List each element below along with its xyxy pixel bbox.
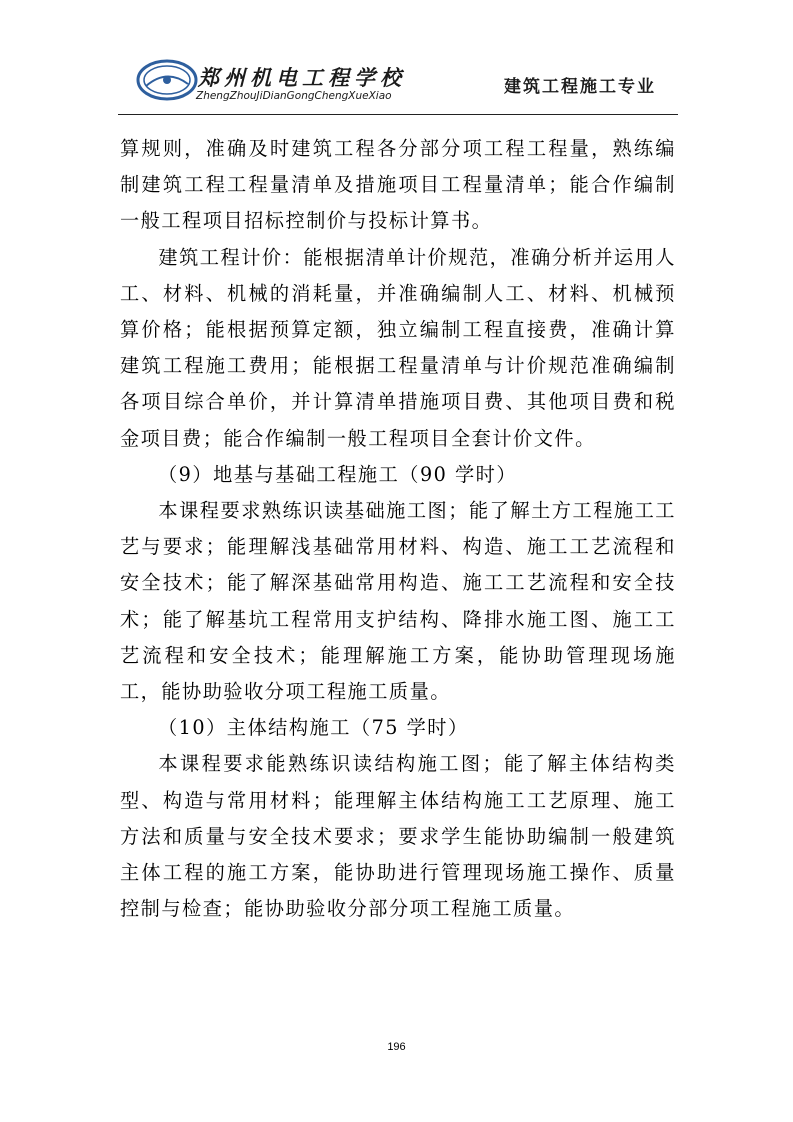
major-title: 建筑工程施工专业	[504, 77, 656, 97]
paragraph-continued: 算规则，准确及时建筑工程各分部分项工程工程量，熟练编制建筑工程工程量清单及措施项目工程量清单；能合作编制一般工程项目招标控制价与投标计算书。	[120, 137, 676, 233]
paragraph-foundation: 本课程要求熟练识读基础施工图；能了解土方工程施工工艺与要求；能理解浅基础常用材料、构造、施工工艺流程和安全技术；能了解深基础常用构造、施工工艺流程和安全技术；能了解基坑工程常用支护结构、降排水施工图、施工工艺流程和安全技术；能理解施工方案，能协助管理现场施工，能协助验收分项工程施工质量。	[120, 499, 676, 704]
header-divider	[118, 114, 678, 115]
page-number: 196	[387, 1041, 406, 1053]
paragraph-structure: 本课程要求能熟练识读结构施工图；能了解主体结构类型、构造与常用材料；能理解主体结构施工工艺原理、施工方法和质量与安全技术要求；要求学生能协助编制一般建筑主体工程的施工方案，能协助进行管理现场施工操作、质量控制与检查；能协助验收分部分项工程施工质量。	[120, 752, 676, 921]
paragraph-pricing: 建筑工程计价：能根据清单计价规范，准确分析并运用人工、材料、机械的消耗量，并准确编制人工、材料、机械预算价格；能根据预算定额，独立编制工程直接费，准确计算建筑工程施工费用；能根据工程量清单与计价规范准确编制各项目综合单价，并计算清单措施项目费、其他项目费和税金项目费；能合作编制一般工程项目全套计价文件。	[120, 245, 676, 450]
section-heading-10: （10）主体结构施工（75 学时）	[158, 716, 469, 740]
school-name-cn: 郑州机电工程学校	[198, 65, 406, 90]
page-header	[118, 48, 678, 118]
school-logo-icon	[136, 58, 198, 102]
school-name-pinyin: ZhengZhouJiDianGongChengXueXiao	[196, 90, 392, 102]
section-heading-9: （9）地基与基础工程施工（90 学时）	[158, 462, 518, 486]
document-body	[120, 131, 676, 927]
